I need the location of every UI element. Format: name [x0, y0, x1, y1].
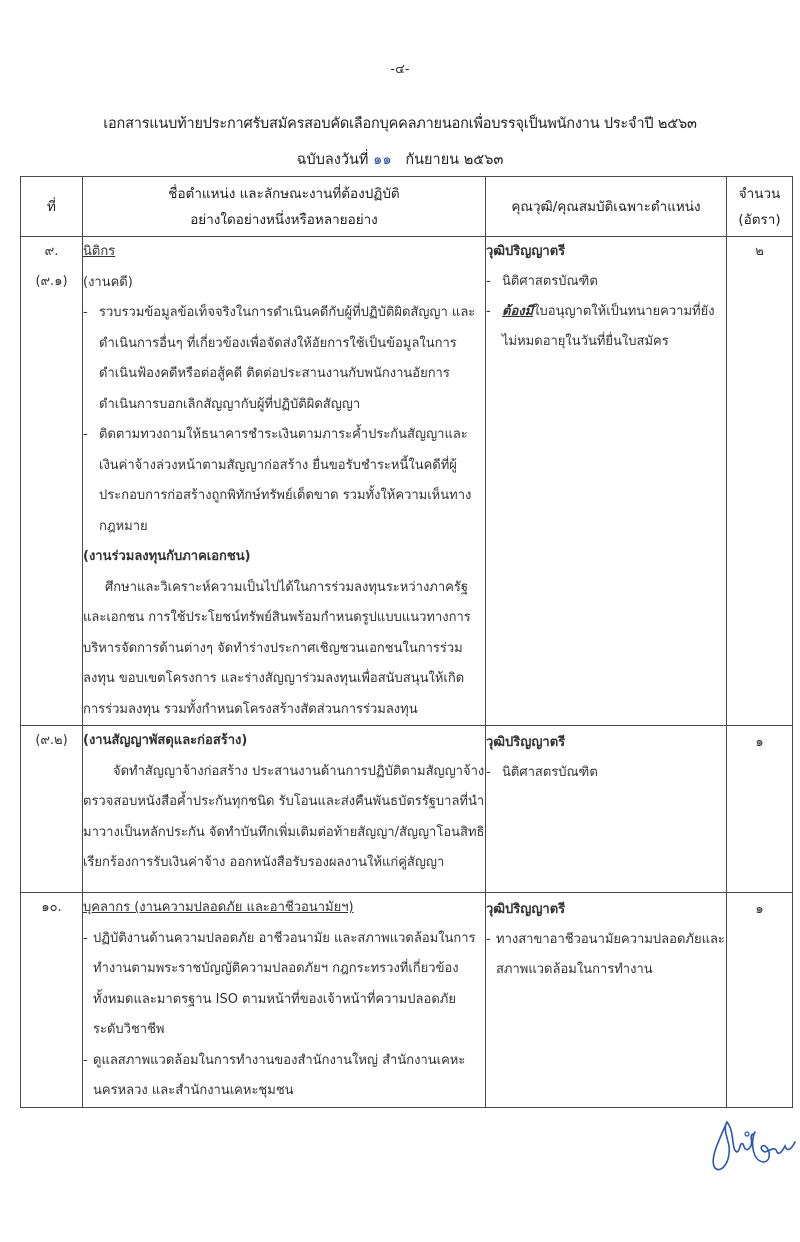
- qualification-item: [486, 925, 726, 985]
- position-count: ๑: [727, 726, 793, 893]
- header-position: [83, 177, 486, 237]
- qualification-item: [486, 297, 726, 357]
- header-count: [727, 177, 793, 237]
- section-text: ศึกษาและวิเคราะห์ความเป็นไปได้ในการร่วมลงทุนระหว่างภาครัฐและเอกชน การใช้ประโยชน์ทรัพย์สินพร้อมกำหนดรูปแบบแนวทางการบริหารจัดการด้านต่างๆ จัดทำร่างประกาศเชิญชวนเอกชนในการร่วมลงทุน ขอบเขตโครงการ และร่างสัญญาร่วมลงทุนเพื่อสนับสนุนให้เกิดการร่วมลงทุน รวมทั้งกำหนดโครงสร้างสัดส่วนการร่วมลงทุน: [83, 579, 471, 717]
- qualification-rest: ใบอนุญาตให้เป็นทนายความที่ยังไม่หมดอายุในวันที่ยื่นใบสมัคร: [502, 304, 715, 349]
- header-position-line2: อย่างใดอย่างหนึ่งหรือหลายอย่าง: [190, 211, 378, 228]
- table-header-row: [21, 177, 793, 237]
- page-number: -๔-: [390, 62, 410, 77]
- position-count: ๒: [727, 237, 793, 726]
- section-title: (งานร่วมลงทุนกับภาคเอกชน): [83, 549, 251, 564]
- bullet-dash: -: [83, 1052, 88, 1068]
- header-position-line1: ชื่อตำแหน่ง และลักษณะงานที่ต้องปฏิบัติ: [168, 185, 400, 202]
- position-title: นิติกร: [83, 244, 116, 259]
- bullet-dash: -: [83, 930, 88, 946]
- document-title: เอกสารแนบท้ายประกาศรับสมัครสอบคัดเลือกบุคคลภายนอกเพื่อบรรจุเป็นพนักงาน ประจำปี ๒๕๖๓: [103, 116, 697, 132]
- row-number-main: ๙.: [44, 244, 59, 259]
- row-number: ๑๐.: [21, 893, 83, 1108]
- section-title: (งานสัญญาพัสดุและก่อสร้าง): [83, 733, 248, 748]
- positions-table: [20, 176, 793, 1108]
- qualification-text: นิติศาสตรบัณฑิต: [502, 765, 598, 780]
- qualification-text: ทางสาขาอาชีวอนามัยความปลอดภัยและสภาพแวดล้อมในการทำงาน: [496, 932, 725, 977]
- qualification-item: [486, 758, 726, 788]
- signature-image: [705, 1110, 800, 1180]
- position-description: [83, 237, 486, 726]
- duty-text: รวบรวมข้อมูลข้อเท็จจริงในการดำเนินคดีกับผู้ที่ปฏิบัติผิดสัญญา และดำเนินการอื่นๆ ที่เกี่ยวข้องเพื่อจัดส่งให้อัยการใช้เป็นข้อมูลในการดำเนินฟ้องคดีหรือต่อสู้คดี ติดต่อประสานงานกับพนักงานอัยการ ดำเนินการบอกเลิกสัญญากับผู้ที่ปฏิบัติผิดสัญญา: [99, 305, 476, 412]
- header-count-line2: (อัตรา): [738, 211, 781, 228]
- duty-text: ดูแลสภาพแวดล้อมในการทำงานของสำนักงานใหญ่ สำนักงานเคหะนครหลวง และสำนักงานเคหะชุมชน: [93, 1052, 466, 1098]
- qualification-cell: [486, 726, 727, 893]
- header-no: ที่: [21, 177, 83, 237]
- qualification-text: นิติศาสตรบัณฑิต: [502, 274, 598, 289]
- bullet-dash: -: [486, 304, 491, 319]
- duty-text: ติดตามทวงถามให้ธนาคารชำระเงินตามภาระค้ำประกันสัญญาและเงินค่าจ้างล่วงหน้าตามสัญญาก่อสร้าง ยื่นขอรับชำระหนี้ในคดีที่ผู้ประกอบการก่อสร้างถูกพิทักษ์ทรัพย์เด็ดขาด รวมทั้งให้ความเห็นทางกฎหมาย: [99, 427, 472, 534]
- position-description: [83, 726, 486, 893]
- subtitle-prefix: ฉบับลงวันที่: [296, 152, 369, 168]
- document-subtitle: [0, 148, 800, 171]
- section-text: จัดทำสัญญาจ้างก่อสร้าง ประสานงานด้านการปฏิบัติตามสัญญาจ้าง ตรวจสอบหนังสือค้ำประกันทุกชนิด รับโอนและส่งคืนพันธบัตรรัฐบาลที่นำมาวางเป็นหลักประกัน จัดทำบันทึกเพิ่มเติมต่อท้ายสัญญา/สัญญาโอนสิทธิเรียกร้องการรับเงินค่าจ้าง ออกหนังสือรับรองผลงานให้แก่คู่สัญญา: [83, 763, 485, 870]
- duty-item: [83, 1046, 485, 1107]
- bullet-dash: -: [486, 765, 491, 780]
- bullet-dash: -: [83, 427, 88, 442]
- bullet-dash: -: [83, 305, 88, 320]
- bullet-dash: -: [486, 932, 491, 947]
- row-number-sub: (๙.๑): [35, 274, 68, 289]
- qualification-cell: [486, 237, 727, 726]
- duty-item: [83, 420, 485, 542]
- qualification-cell: [486, 893, 727, 1108]
- qualification-item: [486, 267, 726, 297]
- table-row: [21, 726, 793, 893]
- table-row: [21, 237, 793, 726]
- subtitle-month-year: กันยายน ๒๕๖๓: [405, 152, 504, 168]
- position-count: ๑: [727, 893, 793, 1108]
- section-title: (งานคดี): [83, 274, 133, 290]
- bullet-dash: -: [486, 274, 491, 289]
- position-title: บุคลากร (งานความปลอดภัย และอาชีวอนามัยฯ): [83, 900, 354, 915]
- duty-item: [83, 298, 485, 420]
- row-number: [21, 237, 83, 726]
- duty-text: ปฏิบัติงานด้านความปลอดภัย อาชีวอนามัย และสภาพแวดล้อมในการทำงานตามพระราชบัญญัติความปลอดภัยฯ กฎกระทรวงที่เกี่ยวข้องทั้งหมดและมาตรฐาน ISO ตามหน้าที่ของเจ้าหน้าที่ความปลอดภัยระดับวิชาชีพ: [93, 930, 476, 1037]
- header-count-line1: จำนวน: [738, 185, 781, 202]
- header-qualification: คุณวุฒิ/คุณสมบัติเฉพาะตำแหน่ง: [486, 177, 727, 237]
- duty-item: [83, 924, 485, 1046]
- qualification-text: [502, 297, 726, 357]
- qualification-emphasis: ต้องมี: [502, 304, 534, 319]
- qualification-title: วุฒิปริญญาตรี: [486, 735, 566, 750]
- table-row: [21, 893, 793, 1108]
- row-number: (๙.๒): [21, 726, 83, 893]
- subtitle-day: ๑๑: [373, 152, 392, 168]
- qualification-title: วุฒิปริญญาตรี: [486, 244, 566, 259]
- position-description: [83, 893, 486, 1108]
- qualification-title: วุฒิปริญญาตรี: [486, 902, 566, 917]
